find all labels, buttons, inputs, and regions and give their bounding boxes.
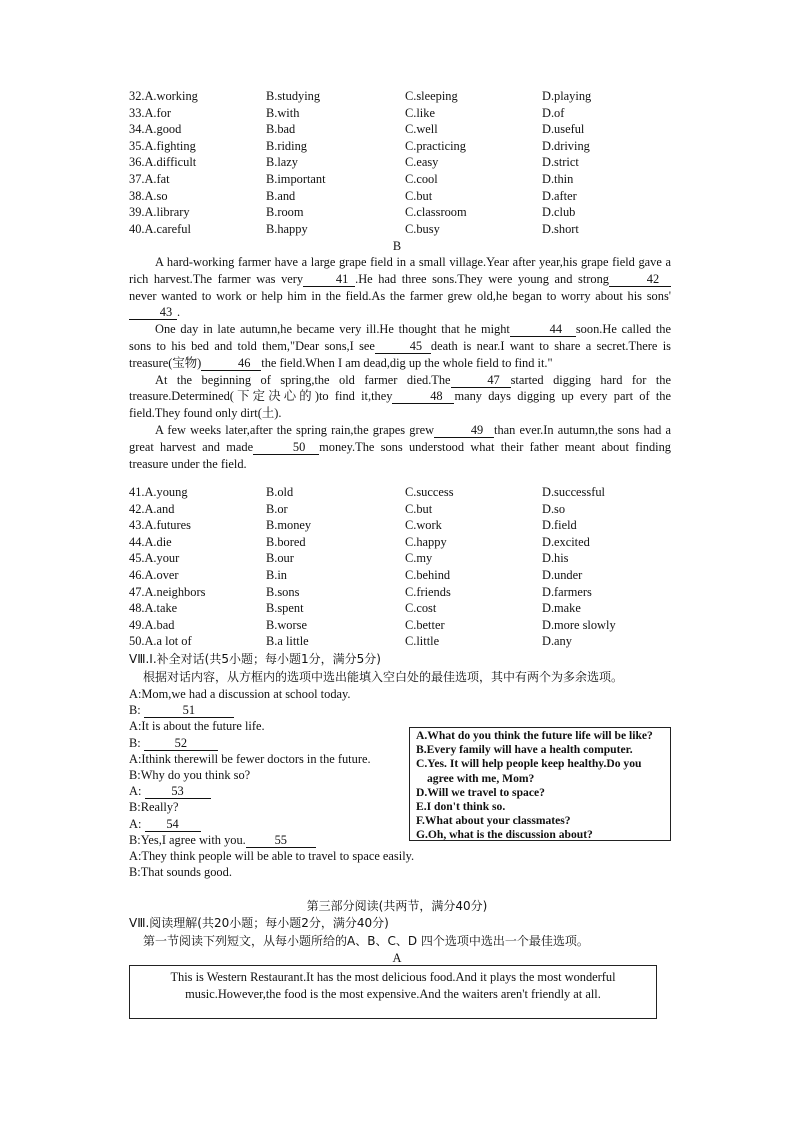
option-c: C.better [405,617,445,632]
option-c: C.but [405,501,433,516]
reading-section-title: VⅢ.阅读理解(共20小题；每小题2分，满分40分) [129,916,389,930]
option-c: C.happy [405,534,447,549]
blank-48: 48 [392,389,454,404]
option-a: 47.A.neighbors [129,584,206,599]
dialog-option: agree with me, Mom? [427,771,535,785]
blank-42: 42 [609,272,671,287]
option-c: C.practicing [405,138,466,153]
section-b-label: B [392,239,402,253]
option-c: C.classroom [405,205,467,220]
option-a: 41.A.young [129,485,188,499]
option-a: 46.A.over [129,568,179,582]
option-row [129,584,674,600]
blank-45: 45 [375,339,431,354]
option-row [129,88,674,104]
dialog-line [129,783,379,799]
option-b: B.in [266,568,287,582]
option-d: D.successful [542,485,605,499]
option-row [129,138,674,154]
option-c: C.busy [405,221,440,236]
blank-46: 46 [201,356,261,371]
option-d: D.farmers [542,584,592,599]
speaker: B: [129,703,141,718]
option-d: D.more slowly [542,617,616,632]
option-c: C.like [405,105,435,120]
blank-55: 55 [246,833,316,848]
dialog-line: A:Mom,we had a discussion at school today. [129,687,351,701]
option-c: C.well [405,122,438,137]
dialog-line: A:It is about the future life. [129,719,265,734]
option-row [129,567,674,583]
option-b: B.bored [266,534,306,549]
passage-a-box: This is Western Restaurant.It has the most delicious food.And it plays the most wonderful music.However,the food is the most expensive.And the waiters aren't friendly at all. [129,965,657,1019]
option-c: C.behind [405,568,451,582]
option-d: D.strict [542,155,579,170]
option-d: D.of [542,105,565,120]
option-c: C.but [405,188,433,203]
option-a: 48.A.take [129,601,178,616]
option-d: D.any [542,634,572,649]
option-c: C.my [405,551,433,566]
dialog-instruction: 根据对话内容，从方框内的选项中选出能填入空白处的最佳选项，其中有两个为多余选项。 [143,670,624,684]
option-b: B.lazy [266,155,298,170]
passage-paragraph [129,254,671,321]
dialog-line [129,832,379,848]
dialog-line [129,702,379,718]
option-d: D.thin [542,172,574,186]
dialog-line: B:Why do you think so? [129,768,251,783]
blank-53: 53 [145,784,211,799]
option-d: D.driving [542,138,590,153]
passage-text: never wanted to work or help him in the field.As the farmer grew old,he began to worry about his sons' [129,288,671,303]
option-d: D.his [542,551,569,566]
option-c: C.cost [405,601,437,616]
blank-54: 54 [145,817,201,832]
option-b: B.or [266,501,288,516]
dialog-option: E.I don't think so. [416,800,506,814]
option-row [129,204,674,220]
dialog-option: A.What do you think the future life will be like? [416,729,653,742]
passage-text: the field.When I am dead,dig up the whole field to find it." [261,355,553,370]
option-c: C.friends [405,584,451,599]
blank-43: 43 [129,305,177,320]
option-row [129,171,674,187]
option-row [129,484,674,500]
passage-text: A hard-working farmer have a large grape field in a small village.Year after year,his grape field gave a rich harvest.The farmer was very [129,255,671,286]
option-d: D.club [542,205,576,220]
option-b: B.worse [266,617,307,632]
option-c: C.cool [405,172,438,186]
blank-49: 49 [434,423,494,438]
option-c: C.success [405,485,454,499]
passage-text: . [177,305,181,320]
option-a: 45.A.your [129,551,180,566]
option-b: B.spent [266,601,304,616]
passage-text: many days digging up every part of the field.They found only dirt(土). [129,389,672,421]
passage-text: soon.He called the sons to his bed and told them,"Dear sons,I see [129,322,671,353]
dialog-option: F.What about your classmates? [416,814,571,828]
option-d: D.excited [542,534,590,549]
option-b: B.riding [266,138,307,153]
passage-text: death is near.I want to share a secret.There is treasure(宝物) [129,338,671,370]
option-row [129,501,674,517]
passage-text: started digging hard for the treasure.Determined(下定决心的)to find it,they [129,372,671,404]
option-b: B.with [266,105,300,120]
option-c: C.little [405,634,440,649]
passage-text: than ever.In autumn,the sons had a great harvest and made [129,422,672,454]
option-a: 34.A.good [129,122,182,137]
dialog-text: B:Yes,I agree with you. [129,832,246,847]
option-b: B.our [266,551,294,566]
passage-text: money.The sons understood what their father meant about finding treasure under the field. [129,439,671,471]
dialog [129,686,415,880]
option-row [129,154,674,170]
dialog-line [129,735,379,751]
passage-text: One day in late autumn,he became very ill.He thought that he might [155,322,510,337]
option-row [129,121,674,137]
speaker: A: [129,784,142,799]
dialog-line [129,816,379,832]
option-a: 32.A.working [129,89,198,103]
option-a: 37.A.fat [129,172,170,186]
option-a: 50.A.a lot of [129,634,192,649]
dialog-line: A:They think people will be able to travel to space easily. [129,849,415,864]
option-d: D.field [542,518,577,533]
option-c: C.work [405,518,442,533]
option-c: C.sleeping [405,89,458,103]
passage-text: At the beginning of spring,the old farmer died.The [155,372,451,387]
option-d: D.make [542,601,581,616]
option-b: B.studying [266,89,321,103]
dialog-line: B:Really? [129,800,179,815]
option-a: 38.A.so [129,188,168,203]
option-row [129,517,674,533]
option-b: B.room [266,205,304,220]
option-row [129,550,674,566]
option-b: B.bad [266,122,296,137]
option-row [129,221,674,237]
passage-paragraph [129,422,671,472]
option-d: D.short [542,221,579,236]
option-a: 42.A.and [129,501,175,516]
blank-41: 41 [303,272,355,287]
blank-52: 52 [144,736,218,751]
passage-paragraph [129,321,671,371]
option-b: B.sons [266,584,300,599]
option-row [129,188,674,204]
option-row [129,105,674,121]
passage-b [129,254,671,472]
option-row [129,600,674,616]
blank-44: 44 [510,322,576,337]
option-row [129,617,674,633]
option-a: 44.A.die [129,534,172,549]
dialog-section-title: VⅢ.I.补全对话(共5小题；每小题1分，满分5分) [129,652,381,666]
option-d: D.under [542,568,583,582]
reading-instruction: 第一节阅读下列短文，从每小题所给的A、B、C、D 四个选项中选出一个最佳选项。 [143,934,589,948]
option-a: 33.A.for [129,105,171,120]
speaker: A: [129,816,142,831]
dialog-option: G.Oh, what is the discussion about? [416,828,593,842]
option-row [129,534,674,550]
dialog-option: C.Yes. It will help people keep healthy.Do you [416,757,642,771]
option-b: B.important [266,172,326,186]
passage-text: A few weeks later,after the spring rain,the grapes grew [155,422,435,437]
option-a: 36.A.difficult [129,155,197,170]
dialog-options-box [409,727,671,841]
option-d: D.after [542,188,577,203]
dialog-option: B.Every family will have a health computer. [416,743,633,757]
option-a: 43.A.futures [129,518,191,533]
speaker: B: [129,735,141,750]
option-d: D.so [542,501,566,516]
option-a: 40.A.careful [129,221,191,236]
option-b: B.money [266,518,312,533]
option-b: B.happy [266,221,308,236]
passage-a-label: A [392,951,402,965]
option-c: C.easy [405,155,439,170]
passage-text: .He had three sons.They were young and strong [355,271,609,286]
option-a: 35.A.fighting [129,138,196,153]
option-b: B.old [266,485,294,499]
option-b: B.and [266,188,296,203]
option-row [129,633,674,649]
option-d: D.playing [542,89,592,103]
option-a: 39.A.library [129,205,190,220]
dialog-option: D.Will we travel to space? [416,785,545,799]
option-b: B.a little [266,634,309,649]
part3-title: 第三部分阅读(共两节，满分40分) [306,899,488,913]
dialog-line: B:That sounds good. [129,865,232,880]
option-a: 49.A.bad [129,617,175,632]
blank-47: 47 [451,373,511,388]
passage-paragraph [129,372,671,422]
option-d: D.useful [542,122,585,137]
blank-51: 51 [144,703,234,718]
blank-50: 50 [253,440,319,455]
dialog-line: A:Ithink therewill be fewer doctors in the future. [129,751,371,766]
